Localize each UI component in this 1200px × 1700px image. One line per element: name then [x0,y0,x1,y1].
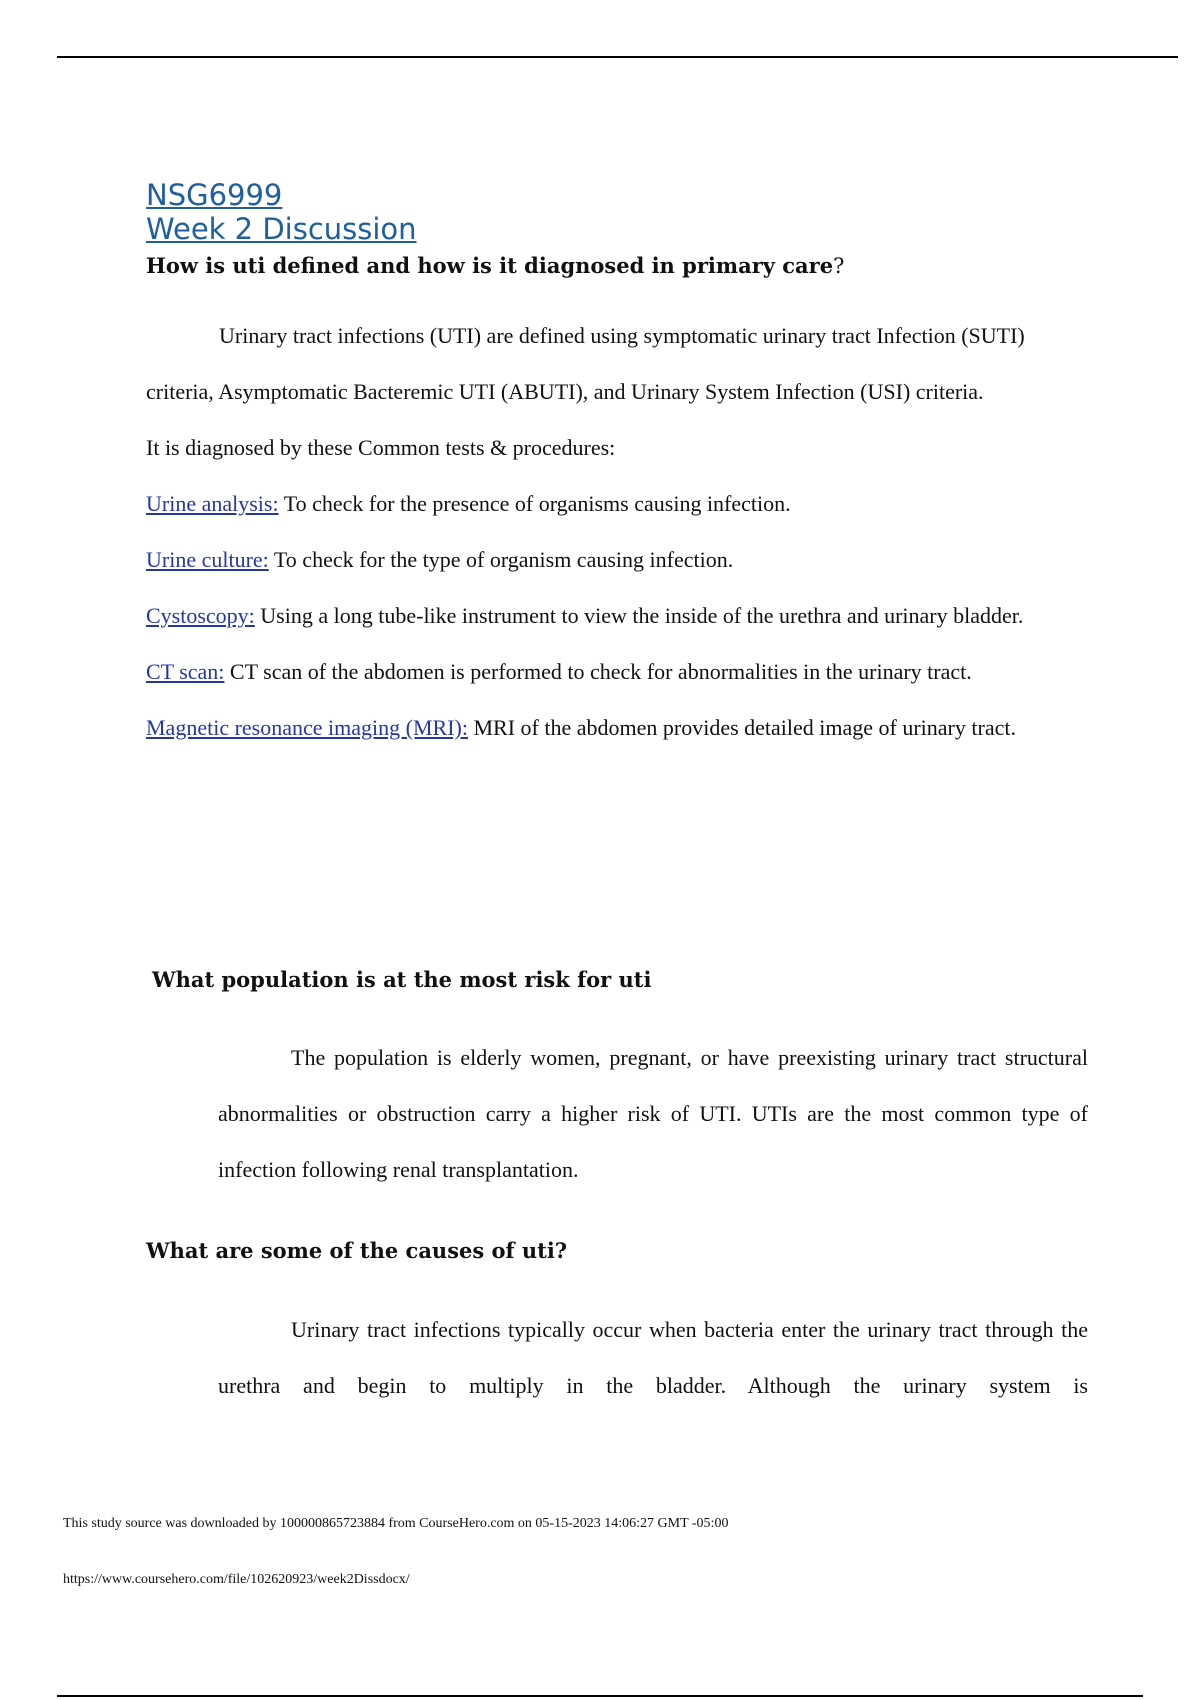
urine-analysis-desc: To check for the presence of organisms causing infection. [278,491,791,516]
bottom-rule [57,1695,1143,1697]
question-1-mark: ? [833,254,845,278]
source-url: https://www.coursehero.com/file/102620923/week2Dissdocx/ [63,1572,410,1587]
document-body [146,178,1086,756]
test-urine-analysis [146,476,1086,532]
course-title-link[interactable]: NSG6999 [146,178,283,212]
assignment-title-link[interactable]: Week 2 Discussion [146,212,417,246]
top-rule [57,56,1178,58]
mri-link[interactable]: Magnetic resonance imaging (MRI): [146,715,468,740]
cystoscopy-link[interactable]: Cystoscopy: [146,603,255,628]
population-paragraph: The population is elderly women, pregnant, or have preexisting urinary tract structural abnormalities or obstruction carry a higher risk of UTI. UTIs are the most common type of infection following renal transplantation. [218,1045,1088,1182]
question-1-heading [146,252,1086,280]
ct-scan-desc: CT scan of the abdomen is performed to check for abnormalities in the urinary tract. [224,659,972,684]
test-mri [146,700,1086,756]
diagnosis-intro: It is diagnosed by these Common tests & procedures: [146,435,616,460]
question-2-heading: What population is at the most risk for uti [152,967,652,992]
test-urine-culture [146,532,1086,588]
urine-culture-link[interactable]: Urine culture: [146,547,269,572]
test-ct-scan [146,644,1086,700]
mri-desc: MRI of the abdomen provides detailed image of urinary tract. [467,715,1016,740]
cystoscopy-desc: Using a long tube-like instrument to view the inside of the urethra and urinary bladder. [254,603,1024,628]
urine-culture-desc: To check for the type of organism causing infection. [268,547,734,572]
urine-analysis-link[interactable]: Urine analysis: [146,491,279,516]
question-3-heading: What are some of the causes of uti? [146,1238,568,1263]
question-1-text: How is uti defined and how is it diagnosed in primary care [146,253,834,278]
definition-paragraph: Urinary tract infections (UTI) are defined using symptomatic urinary tract Infection (SUTI) criteria, Asymptomatic Bacteremic UTI (ABUTI), and Urinary System Infection (USI) criteria. [146,323,1025,404]
download-source-note: This study source was downloaded by 100000865723884 from CourseHero.com on 05-15-2023 14:06:27 GMT -05:00 [63,1516,729,1531]
ct-scan-link[interactable]: CT scan: [146,659,225,684]
test-cystoscopy [146,588,1086,644]
causes-paragraph: Urinary tract infections typically occur when bacteria enter the urinary tract through the urethra and begin to multiply in the bladder. Although the urinary system is [218,1317,1088,1398]
